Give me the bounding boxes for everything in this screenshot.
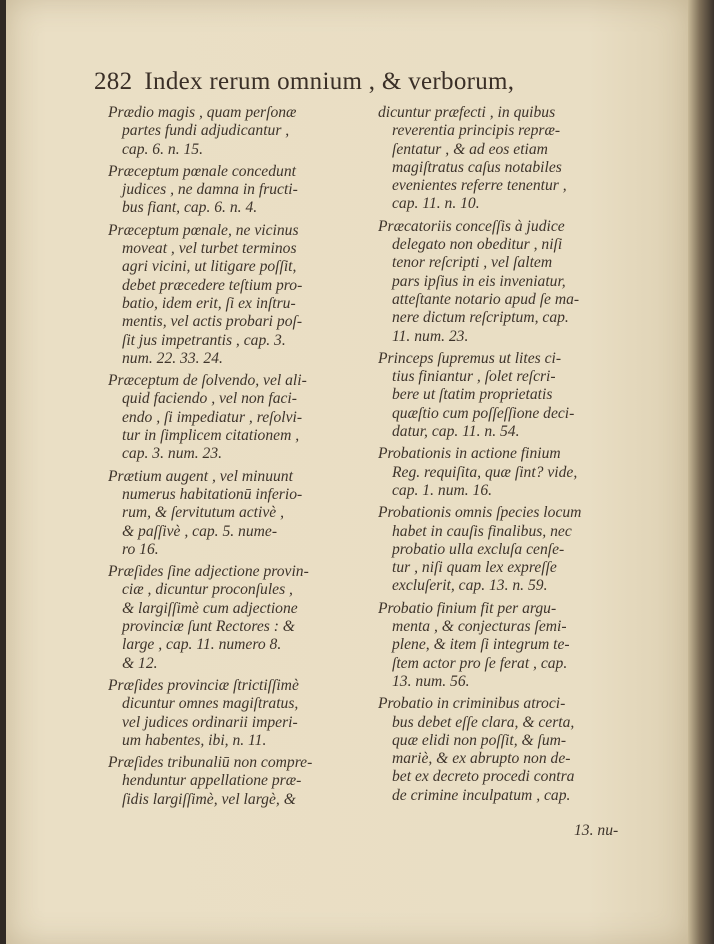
- entry-line: menta , & conjecturas ſemi-: [392, 618, 567, 636]
- index-entry: [108, 677, 354, 750]
- entry-line: endo , ſi impediatur , reſolvi-: [122, 408, 303, 426]
- entry-line: Præſides ſine adjectione provin-: [108, 563, 309, 581]
- entry-line: debet præcedere teſtium pro-: [122, 276, 303, 294]
- entry-line: delegato non obeditur , niſi: [392, 236, 563, 254]
- header-title: Index rerum omnium , & verborum,: [144, 68, 515, 95]
- entry-line: reverentia principis repræ-: [392, 122, 561, 140]
- entry-line: Probatio finium fit per argu-: [378, 599, 557, 617]
- index-entry: [378, 504, 640, 595]
- entry-line: rum, & ſervitutum activè ,: [122, 504, 284, 522]
- entry-line: Præceptum de ſolvendo, vel ali-: [108, 372, 307, 390]
- entry-line: Præcatoriis conceſſis à judice: [378, 217, 565, 235]
- entry-line: ſentatur , & ad eos etiam: [392, 140, 548, 158]
- index-column-right: [378, 104, 640, 809]
- index-entry: [378, 218, 640, 346]
- entry-line: cap. 11. n. 10.: [392, 195, 480, 213]
- entry-line: 11. num. 23.: [392, 327, 469, 345]
- entry-line: Præſides provinciæ ſtrictiſſimè: [108, 676, 299, 694]
- entry-line: quid faciendo , vel non faci-: [122, 390, 297, 408]
- entry-line: Probationis omnis ſpecies locum: [378, 504, 582, 522]
- entry-line: Probationis in actione finium: [378, 445, 561, 463]
- entry-line: & 12.: [122, 654, 158, 672]
- index-entry: [378, 695, 640, 805]
- entry-line: habet in cauſis finalibus, nec: [392, 522, 572, 540]
- index-column-left: [108, 104, 354, 813]
- index-entry: [378, 350, 640, 441]
- entry-line: tur in ſimplicem citationem ,: [122, 427, 300, 445]
- index-entry: [378, 600, 640, 691]
- entry-line: bere ut ſtatim proprietatis: [392, 386, 553, 404]
- entry-line: quæſtio cum poſſeſſione deci-: [392, 404, 575, 422]
- entry-line: ſtem actor pro ſe ferat , cap.: [392, 654, 568, 672]
- entry-line: evenientes referre tenentur ,: [392, 177, 567, 195]
- entry-line: 13. num. 56.: [392, 672, 470, 690]
- entry-line: ſit jus impetrantis , cap. 3.: [122, 331, 286, 349]
- entry-line: ciæ , dicuntur proconſules ,: [122, 581, 293, 599]
- entry-line: plene, & item ſi integrum te-: [392, 636, 570, 654]
- entry-line: mentis, vel actis probari poſ-: [122, 313, 303, 331]
- entry-line: Præſides tribunaliū non compre-: [108, 754, 313, 772]
- entry-line: partes fundi adjudicantur ,: [122, 122, 290, 140]
- entry-line: numerus habitationū inferio-: [122, 485, 303, 503]
- entry-line: bet ex decreto procedi contra: [392, 768, 575, 786]
- entry-line: ſidis largiſſimè, vel largè, &: [122, 790, 296, 808]
- entry-line: cap. 6. n. 15.: [122, 140, 203, 158]
- entry-line: datur, cap. 11. n. 54.: [392, 423, 520, 441]
- entry-line: Probatio in criminibus atroci-: [378, 695, 566, 713]
- running-header: [94, 68, 614, 102]
- entry-line: pars ipſius in eis inveniatur,: [392, 272, 566, 290]
- entry-line: agri vicini, ut litigare poſſit,: [122, 258, 297, 276]
- entry-line: dicuntur omnes magiſtratus,: [122, 695, 299, 713]
- index-entry: [108, 754, 354, 809]
- entry-line: bus fiant, cap. 6. n. 4.: [122, 199, 258, 217]
- catchword: 13. nu-: [574, 822, 619, 839]
- index-entry: [108, 372, 354, 463]
- index-entry: [108, 163, 354, 218]
- entry-line: probatio ulla excluſa cenſe-: [392, 540, 565, 558]
- entry-line: vel judices ordinarii imperi-: [122, 713, 298, 731]
- entry-line: num. 22. 33. 24.: [122, 349, 223, 367]
- entry-line: Præceptum pœnale concedunt: [108, 162, 296, 180]
- index-entry: [108, 563, 354, 673]
- entry-line: tius finiantur , ſolet reſcri-: [392, 368, 556, 386]
- book-page: [6, 0, 690, 944]
- entry-line: nere dictum reſcriptum, cap.: [392, 309, 569, 327]
- entry-line: Princeps ſupremus ut lites ci-: [378, 349, 562, 367]
- entry-line: cap. 1. num. 16.: [392, 481, 493, 499]
- entry-line: Præceptum pœnale, ne vicinus: [108, 221, 299, 239]
- entry-line: um habentes, ibi, n. 11.: [122, 731, 267, 749]
- entry-line: ro 16.: [122, 540, 159, 558]
- index-entry: [378, 104, 640, 214]
- entry-line: large , cap. 11. numero 8.: [122, 636, 282, 654]
- entry-line: tur , niſi quam lex expreſſe: [392, 559, 557, 577]
- entry-line: provinciæ ſunt Rectores : &: [122, 618, 295, 636]
- entry-line: mariè, & ex abrupto non de-: [392, 750, 571, 768]
- page-number: 282: [94, 68, 133, 95]
- index-entry: [108, 104, 354, 159]
- entry-line: henduntur appellatione præ-: [122, 772, 302, 790]
- entry-line: cap. 3. num. 23.: [122, 445, 223, 463]
- entry-line: & paſſivè , cap. 5. nume-: [122, 522, 278, 540]
- index-entry: [378, 445, 640, 500]
- entry-line: & largiſſimè cum adjectione: [122, 599, 298, 617]
- entry-line: tenor reſcripti , vel ſaltem: [392, 254, 553, 272]
- entry-line: quæ elidi non poſſit, & ſum-: [392, 731, 567, 749]
- entry-line: moveat , vel turbet terminos: [122, 240, 297, 258]
- entry-line: Prædio magis , quam perſonæ: [108, 104, 297, 121]
- entry-line: excluſerit, cap. 13. n. 59.: [392, 577, 548, 595]
- entry-line: judices , ne damna in fructi-: [122, 181, 298, 199]
- entry-line: de crimine inculpatum , cap.: [392, 786, 571, 804]
- entry-line: dicuntur præfecti , in quibus: [378, 104, 556, 121]
- entry-line: bus debet eſſe clara, & certa,: [392, 713, 575, 731]
- entry-line: magiſtratus caſus notabiles: [392, 158, 562, 176]
- entry-line: Reg. requiſita, quæ ſint? vide,: [392, 463, 578, 481]
- index-entry: [108, 468, 354, 559]
- index-entry: [108, 222, 354, 368]
- entry-line: batio, idem erit, ſi ex inſtru-: [122, 294, 296, 312]
- book-spine: [688, 0, 714, 944]
- entry-line: atteſtante notario apud ſe ma-: [392, 290, 580, 308]
- entry-line: Prætium augent , vel minuunt: [108, 467, 293, 485]
